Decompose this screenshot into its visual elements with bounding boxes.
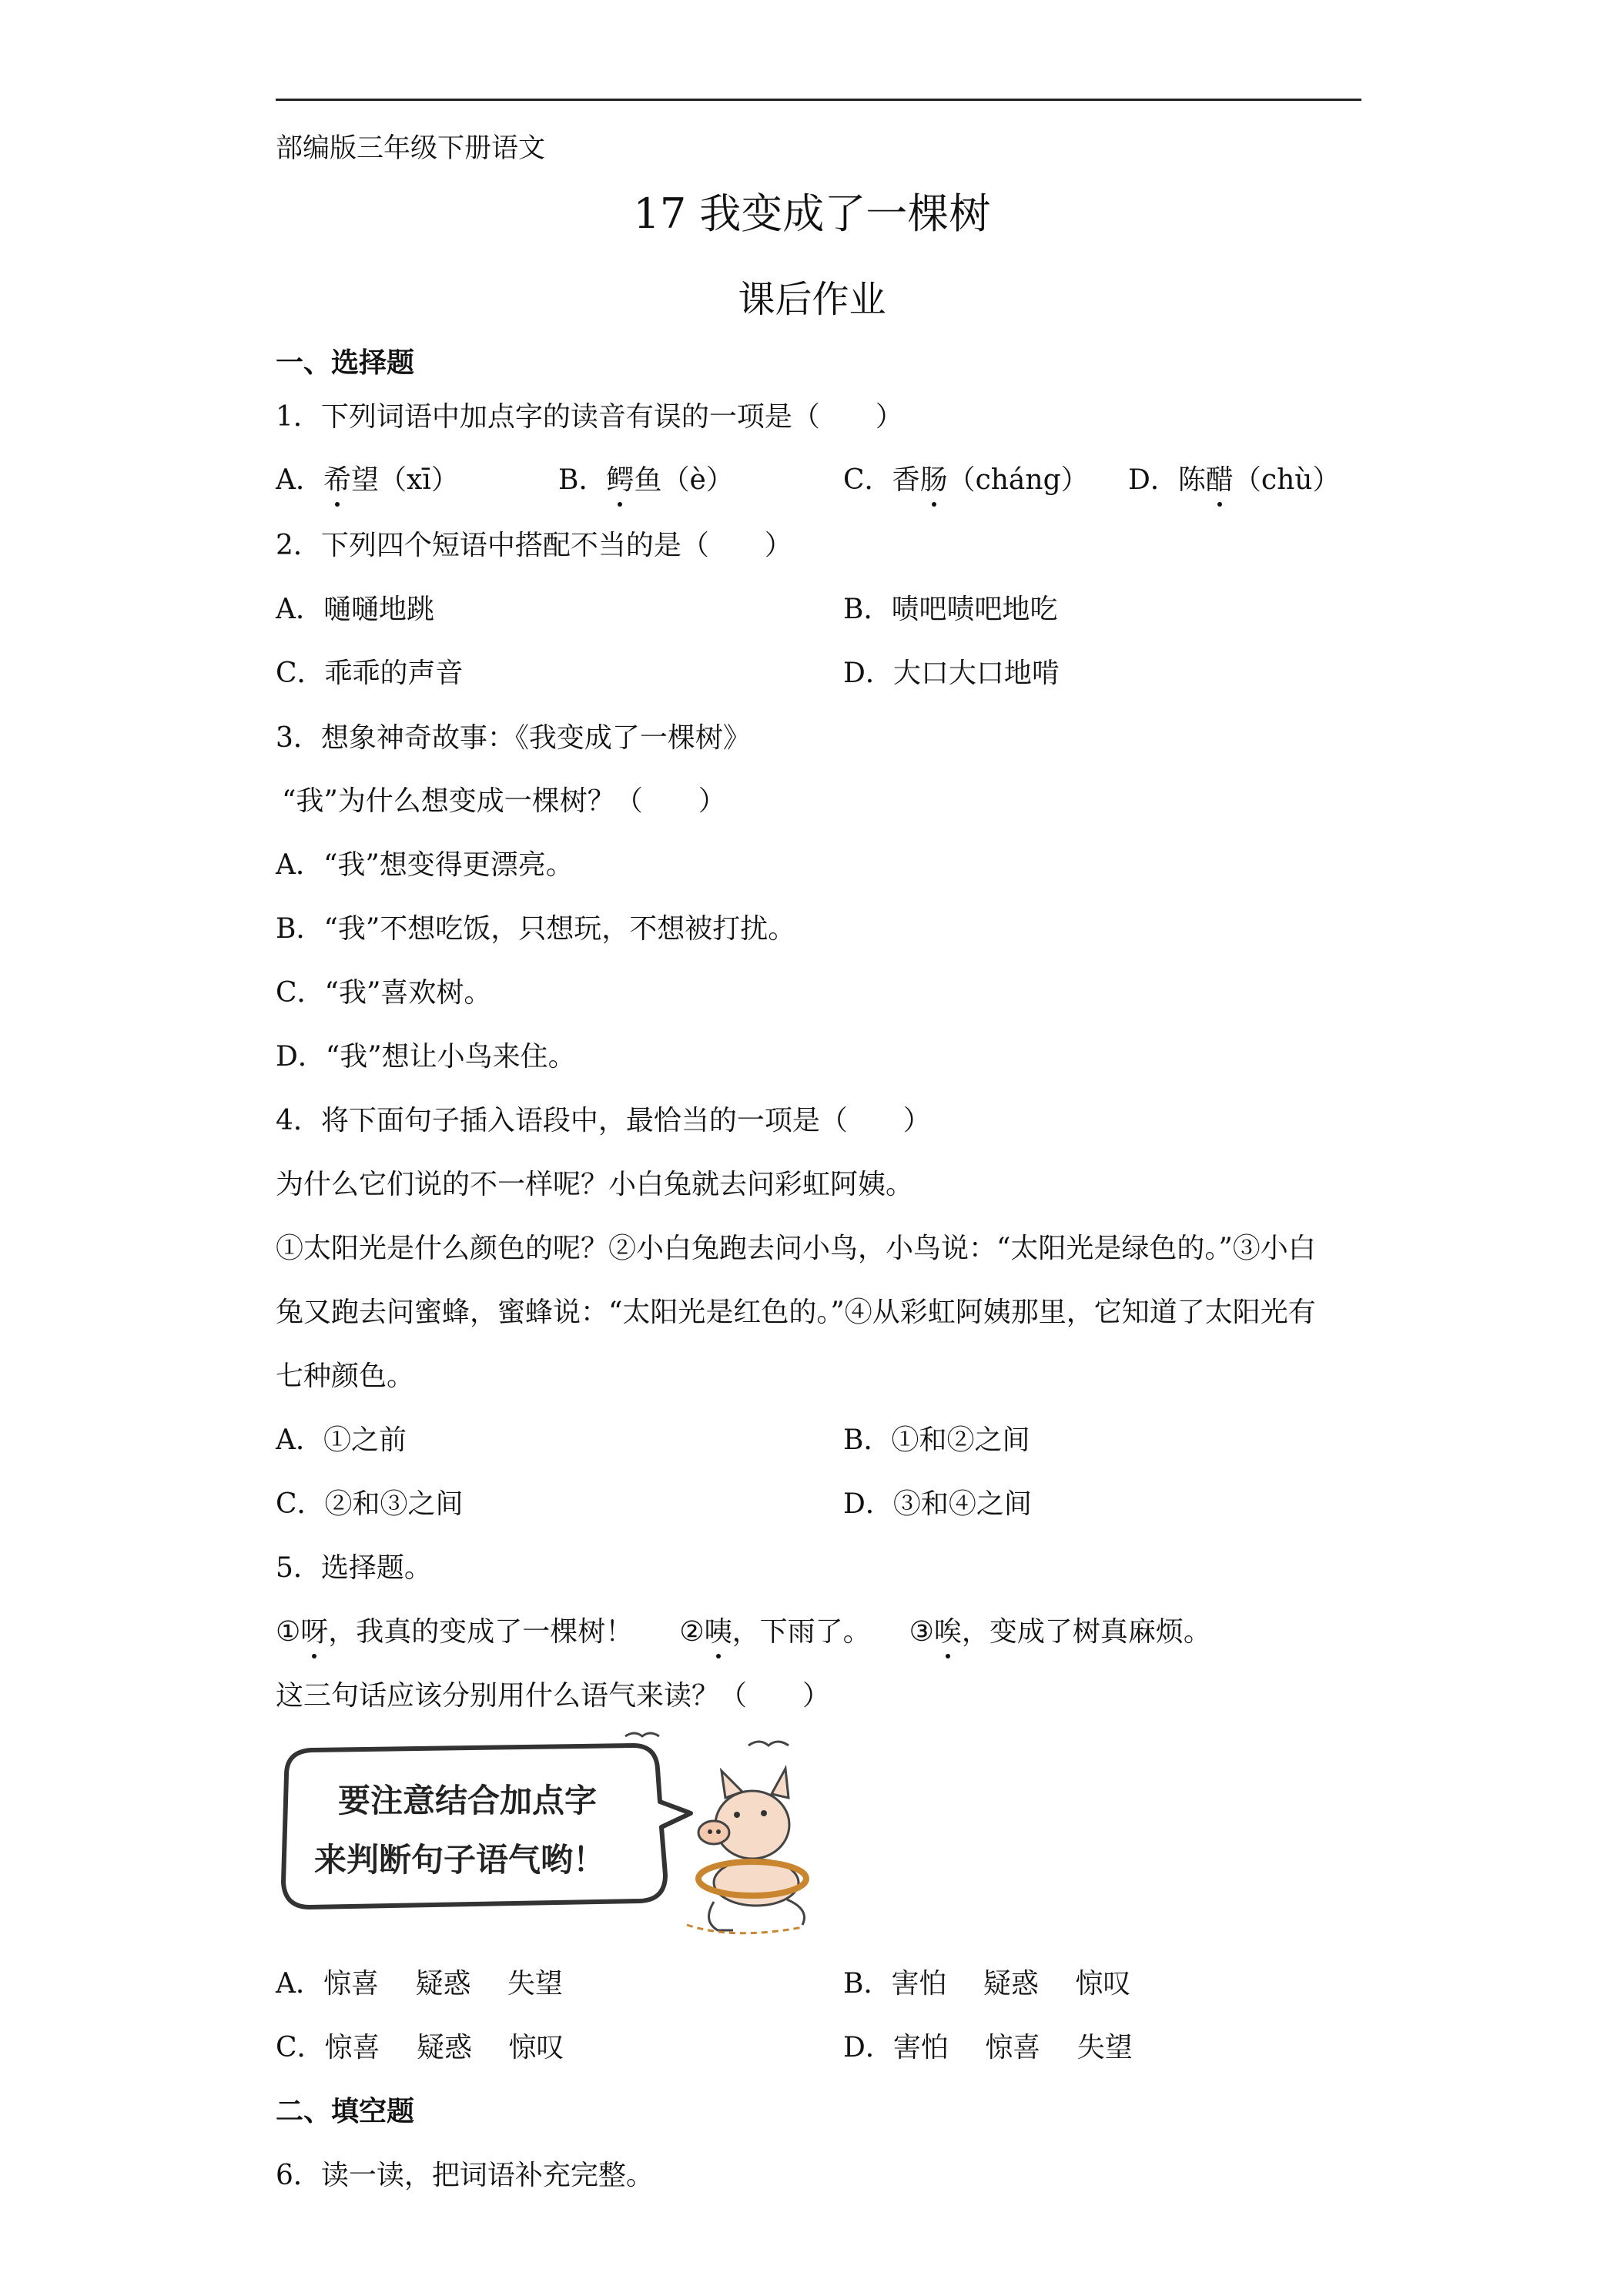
question-3-option-a: A．“我”想变得更漂亮。 (276, 849, 574, 881)
section-heading-choice: 一、选择题 (276, 346, 415, 379)
speech-bubble-outline (283, 1745, 691, 1907)
sentence-text: ，下雨了。 (732, 1616, 871, 1648)
dotted-char: 肠 (920, 458, 948, 497)
question-3-stem: 3．想象神奇故事：《我变成了一棵树》 (276, 722, 751, 754)
question-6-stem: 6．读一读，把词语补充完整。 (276, 2160, 654, 2191)
option-text: 香 (892, 464, 920, 496)
pig-icon (687, 1769, 806, 1933)
question-3-subquestion: “我”为什么想变成一棵树？（ ） (282, 785, 726, 817)
sentence-text: ，变成了树真麻烦。 (961, 1616, 1211, 1648)
question-5-option-b: B．害怕 疑惑 惊叹 (843, 1968, 1131, 2000)
question-5-option-c: C．惊喜 疑惑 惊叹 (276, 2032, 564, 2063)
question-4-paragraph-line-1: ①太阳光是什么颜色的呢？②小白兔跑去问小鸟，小鸟说：“太阳光是绿色的。”③小白 (276, 1233, 1316, 1264)
question-1-option-a (276, 458, 459, 497)
question-3-option-b: B．“我”不想吃饭，只想玩，不想被打扰。 (276, 913, 796, 945)
question-2-option-d: D．大口大口地啃 (843, 658, 1060, 689)
option-label: C． (843, 464, 892, 496)
question-4-option-a: A．①之前 (276, 1424, 407, 1456)
sentence-number: ② (679, 1616, 705, 1648)
question-5-option-a: A．惊喜 疑惑 失望 (276, 1968, 563, 2000)
option-text: 鱼（è） (634, 464, 734, 496)
option-text: （chù） (1233, 464, 1341, 496)
question-5-option-d: D．害怕 惊喜 失望 (843, 2032, 1133, 2063)
section-heading-fill-blank: 二、填空题 (276, 2095, 415, 2127)
question-1-option-d (1128, 458, 1340, 497)
question-1-option-b (558, 458, 734, 497)
question-4-paragraph-line-2: 兔又跑去问蜜蜂，蜜蜂说：“太阳光是红色的。”④从彩虹阿姨那里，它知道了太阳光有 (276, 1297, 1316, 1328)
sentence-number: ③ (909, 1616, 934, 1648)
question-4-insert-sentence: 为什么它们说的不一样呢？小白兔就去问彩虹阿姨。 (276, 1169, 914, 1200)
question-4-stem: 4．将下面句子插入语段中，最恰当的一项是（ ） (276, 1105, 931, 1136)
dotted-char: 醋 (1206, 458, 1234, 497)
hint-illustration (271, 1729, 825, 1944)
question-3-option-c: C．“我”喜欢树。 (276, 977, 492, 1009)
pig-speech-bubble-illustration (271, 1729, 825, 1944)
lesson-title: 17 我变成了一棵树 (633, 189, 991, 238)
option-label: B． (558, 464, 607, 496)
header-rule (276, 99, 1361, 101)
question-4-option-b: B．①和②之间 (843, 1424, 1030, 1456)
option-text: 陈 (1177, 464, 1206, 496)
sentence-number: ① (276, 1616, 301, 1648)
sentence-text: ，我真的变成了一棵树！ (328, 1616, 634, 1648)
question-4-paragraph-line-3: 七种颜色。 (276, 1361, 415, 1392)
option-label: A． (276, 464, 323, 496)
document-header: 部编版三年级下册语文 (276, 133, 546, 164)
question-1-stem: 1．下列词语中加点字的读音有误的一项是（ ） (276, 401, 903, 433)
bubble-text-line-1: 要注意结合加点字 (337, 1782, 598, 1819)
dotted-char: 鳄 (606, 458, 634, 497)
question-4-option-d: D．③和④之间 (843, 1488, 1032, 1520)
lesson-subtitle: 课后作业 (738, 278, 886, 321)
option-text: 望（xī） (351, 464, 459, 496)
option-text: （cháng） (947, 464, 1089, 496)
bubble-text-line-2: 来判断句子语气哟！ (313, 1841, 606, 1879)
option-label: D． (1128, 464, 1178, 496)
question-5-ask: 这三句话应该分别用什么语气来读？（ ） (276, 1680, 831, 1712)
bird-icon (748, 1742, 789, 1745)
question-5-sentences (276, 1610, 1211, 1649)
question-2-stem: 2．下列四个短语中搭配不当的是（ ） (276, 530, 792, 561)
dotted-char: 唉 (934, 1610, 962, 1649)
question-2-option-c: C．乖乖的声音 (276, 658, 464, 689)
dotted-char: 希 (323, 458, 351, 497)
question-1-option-c (843, 458, 1089, 497)
dotted-char: 咦 (705, 1610, 732, 1649)
question-4-option-c: C．②和③之间 (276, 1488, 464, 1520)
question-3-option-d: D．“我”想让小鸟来住。 (276, 1041, 576, 1073)
question-5-stem: 5．选择题。 (276, 1552, 432, 1584)
question-2-option-a: A．嗵嗵地跳 (276, 594, 434, 625)
question-2-option-b: B．啧吧啧吧地吃 (843, 594, 1058, 625)
bird-icon (625, 1733, 659, 1736)
dotted-char: 呀 (300, 1610, 328, 1649)
